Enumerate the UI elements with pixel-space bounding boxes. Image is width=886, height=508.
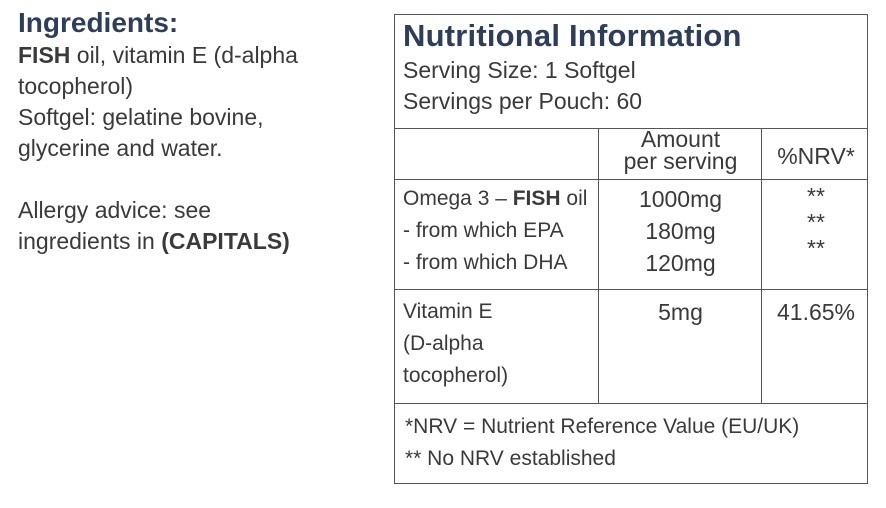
row-divider-header [395,179,867,180]
ingredients-line-1 [18,40,378,71]
no-nrv-footnote: ** No NRV established [405,447,616,470]
dha-amount: 120mg [645,250,716,276]
nutrition-header [395,15,867,129]
amount-column-header [600,128,761,172]
dha-nrv: ** [807,235,825,261]
nutrition-panel [394,14,868,484]
epa-label: - from which EPA [403,219,564,242]
vitamin-e-name-line-2: (D-alpha [403,332,484,355]
column-divider-2 [761,128,762,403]
serving-size: Serving Size: 1 Softgel [403,57,636,83]
vitamin-e-name-line-1: Vitamin E [403,300,493,323]
ingredients-line-4: glycerine and water. [18,135,223,161]
vitamin-e-nrv: 41.65% [776,299,855,325]
vitamin-e-name-cell [403,296,598,392]
omega-nrv-cell [763,183,869,261]
allergy-advice-line-1: Allergy advice: see [18,197,212,223]
servings-per-pouch: Servings per Pouch: 60 [403,88,643,114]
omega-fish-label: FISH [512,187,561,210]
ingredients-line-3: Softgel: gelatine bovine, [18,104,264,130]
omega-name [403,183,598,215]
omega-name-prefix: Omega 3 – [403,187,513,210]
ingredients-line-1-rest: oil, vitamin E (d-alpha [70,42,298,68]
epa-amount: 180mg [645,218,716,244]
column-divider-1 [598,128,599,403]
ingredients-line-2: tocopherol) [18,73,134,99]
dha-label: - from which DHA [403,251,568,274]
allergy-advice-capitals: (CAPITALS) [161,228,290,254]
row-divider-omega [395,289,867,290]
nutrition-title: Nutritional Information [403,18,742,53]
omega-amount: 1000mg [638,186,723,212]
nrv-column-header: %NRV* [777,143,855,169]
row-divider-vitamin [395,403,867,404]
ingredients-section [18,6,378,257]
nutrition-footnotes [405,411,799,475]
vitamin-e-name-line-3: tocopherol) [403,364,509,387]
allergy-advice-prefix: ingredients in [18,228,162,254]
omega-nrv: ** [807,183,825,209]
amount-header-line-2: per serving [623,148,738,174]
omega-amount-cell [600,183,761,279]
omega-name-suffix: oil [560,187,588,210]
vitamin-e-amount: 5mg [658,299,703,325]
epa-nrv: ** [807,209,825,235]
fish-allergen-label: FISH [18,42,71,68]
amount-header-line-1: Amount [640,126,721,152]
omega-name-cell [403,183,598,279]
ingredients-title: Ingredients: [18,7,179,38]
nrv-footnote: *NRV = Nutrient Reference Value (EU/UK) [405,415,800,438]
allergy-advice-line-2 [18,226,378,257]
